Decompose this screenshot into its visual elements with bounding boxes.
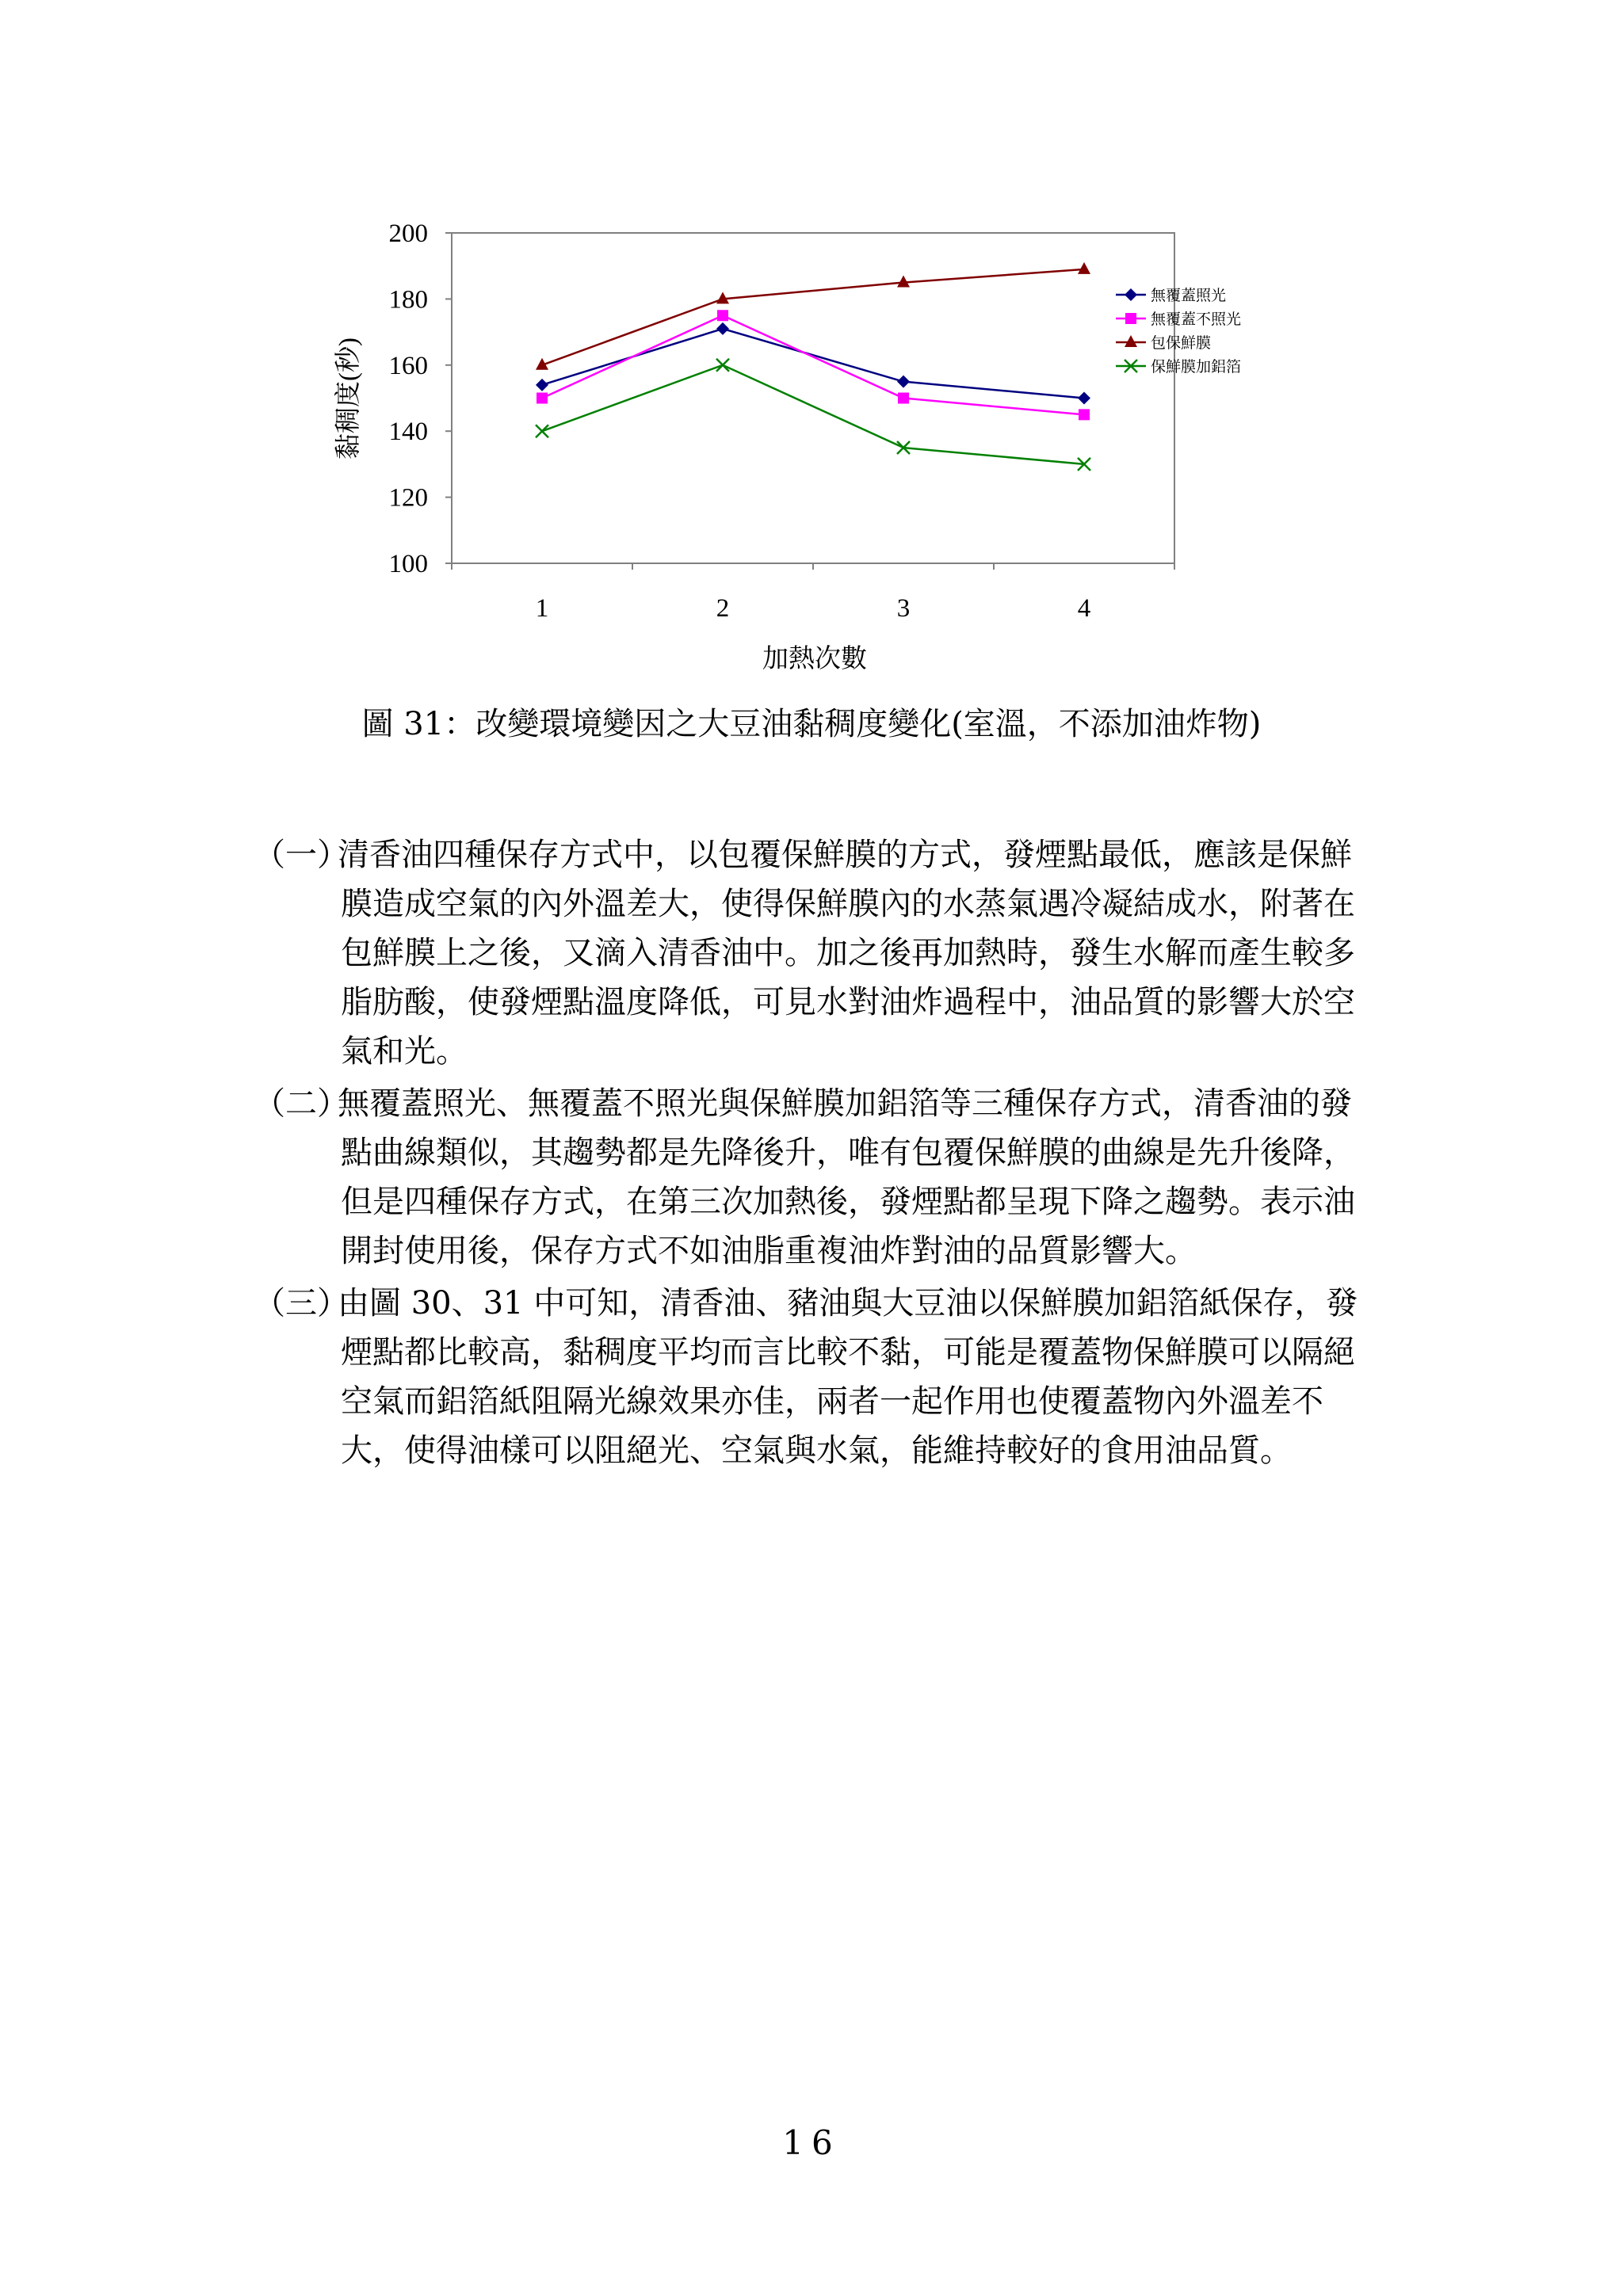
y-axis-label: 黏稠度(秒) bbox=[334, 338, 363, 460]
data-point bbox=[716, 359, 729, 372]
text-line: 煙點都比較高，黏稠度平均而言比較不黏，可能是覆蓋物保鮮膜可以隔絕 bbox=[341, 1334, 1355, 1371]
data-point bbox=[536, 379, 548, 391]
text-line: 脂肪酸，使發煙點溫度降低，可見水對油炸過程中，油品質的影響大於空 bbox=[341, 984, 1355, 1020]
paragraph-number: （二） bbox=[254, 1085, 349, 1122]
data-point bbox=[897, 376, 910, 388]
paragraph bbox=[254, 1279, 1379, 1475]
legend-label: 包保鮮膜 bbox=[1151, 334, 1212, 352]
y-tick-label: 200 bbox=[388, 219, 428, 248]
series-3 bbox=[536, 262, 1090, 370]
data-point bbox=[1079, 409, 1090, 420]
x-tick-label: 4 bbox=[1077, 594, 1091, 623]
data-point bbox=[717, 310, 728, 321]
data-point bbox=[537, 393, 548, 404]
x-tick-labels bbox=[536, 594, 1091, 623]
page-number: 16 bbox=[782, 2123, 841, 2162]
legend-label: 無覆蓋照光 bbox=[1151, 287, 1227, 304]
x-axis-label: 加熱次數 bbox=[762, 645, 867, 673]
legend-marker bbox=[1125, 288, 1137, 301]
data-point bbox=[1078, 262, 1090, 274]
y-tick-label: 100 bbox=[388, 550, 428, 578]
text-line: 膜造成空氣的內外溫差大，使得保鮮膜內的水蒸氣遇冷凝結成水，附著在 bbox=[341, 886, 1355, 922]
y-tick-label: 140 bbox=[388, 418, 428, 447]
plot-area-border bbox=[452, 233, 1174, 563]
text-line: 開封使用後，保存方式不如油脂重複油炸對油的品質影響大。 bbox=[341, 1233, 1197, 1269]
text-line: 無覆蓋照光、無覆蓋不照光與保鮮膜加鋁箔等三種保存方式，清香油的發 bbox=[338, 1085, 1352, 1122]
text-line: 空氣而鋁箔紙阻隔光線效果亦佳，兩者一起作用也使覆蓋物內外溫差不 bbox=[341, 1383, 1323, 1420]
legend-item bbox=[1116, 287, 1226, 304]
data-point bbox=[716, 322, 729, 335]
chart bbox=[317, 214, 1300, 689]
legend-item bbox=[1116, 334, 1211, 352]
paragraph-number: （三） bbox=[254, 1285, 349, 1322]
text-line: 包鮮膜上之後，又滴入清香油中。加之後再加熱時，發生水解而產生較多 bbox=[341, 935, 1355, 971]
data-point bbox=[536, 425, 548, 437]
legend-label: 無覆蓋不照光 bbox=[1151, 311, 1242, 328]
paragraph bbox=[254, 1079, 1379, 1276]
figure-caption: 圖 31：改變環境變因之大豆油黏稠度變化(室溫，不添加油炸物) bbox=[361, 706, 1262, 742]
series-4 bbox=[536, 359, 1090, 471]
legend-item bbox=[1116, 311, 1241, 328]
text-line: 清香油四種保存方式中，以包覆保鮮膜的方式，發煙點最低，應該是保鮮 bbox=[338, 837, 1352, 873]
y-tick-label: 120 bbox=[388, 483, 428, 513]
legend-marker bbox=[1125, 313, 1136, 324]
chart-legend bbox=[1116, 287, 1241, 376]
legend-marker bbox=[1125, 335, 1137, 347]
paragraph-number: （一） bbox=[254, 837, 349, 873]
chart-axes bbox=[445, 233, 1174, 570]
y-tick-label: 160 bbox=[388, 351, 428, 380]
legend-item bbox=[1116, 358, 1241, 376]
series-line bbox=[542, 269, 1084, 365]
text-line: 點曲線類似，其趨勢都是先降後升，唯有包覆保鮮膜的曲線是先升後降， bbox=[341, 1135, 1355, 1171]
data-point bbox=[1078, 392, 1090, 405]
series-line bbox=[542, 365, 1084, 464]
chart-series bbox=[536, 262, 1090, 471]
x-tick-label: 1 bbox=[535, 594, 549, 623]
text-line: 但是四種保存方式，在第三次加熱後，發煙點都呈現下降之趨勢。表示油 bbox=[341, 1184, 1355, 1220]
paragraph bbox=[254, 830, 1379, 1076]
series-line bbox=[542, 315, 1084, 414]
y-tick-label: 180 bbox=[388, 285, 428, 315]
legend-label: 保鮮膜加鋁箔 bbox=[1151, 358, 1242, 376]
data-point bbox=[898, 393, 909, 404]
text-line: 大，使得油樣可以阻絕光、空氣與水氣，能維持較好的食用油品質。 bbox=[341, 1432, 1292, 1469]
x-tick-label: 3 bbox=[896, 594, 911, 623]
x-tick-label: 2 bbox=[716, 594, 730, 623]
text-line: 由圖 30、31 中可知，清香油、豬油與大豆油以保鮮膜加鋁箔紙保存，發 bbox=[338, 1285, 1358, 1322]
y-tick-labels bbox=[389, 219, 429, 578]
series-line bbox=[542, 329, 1084, 399]
text-line: 氣和光。 bbox=[341, 1033, 468, 1070]
